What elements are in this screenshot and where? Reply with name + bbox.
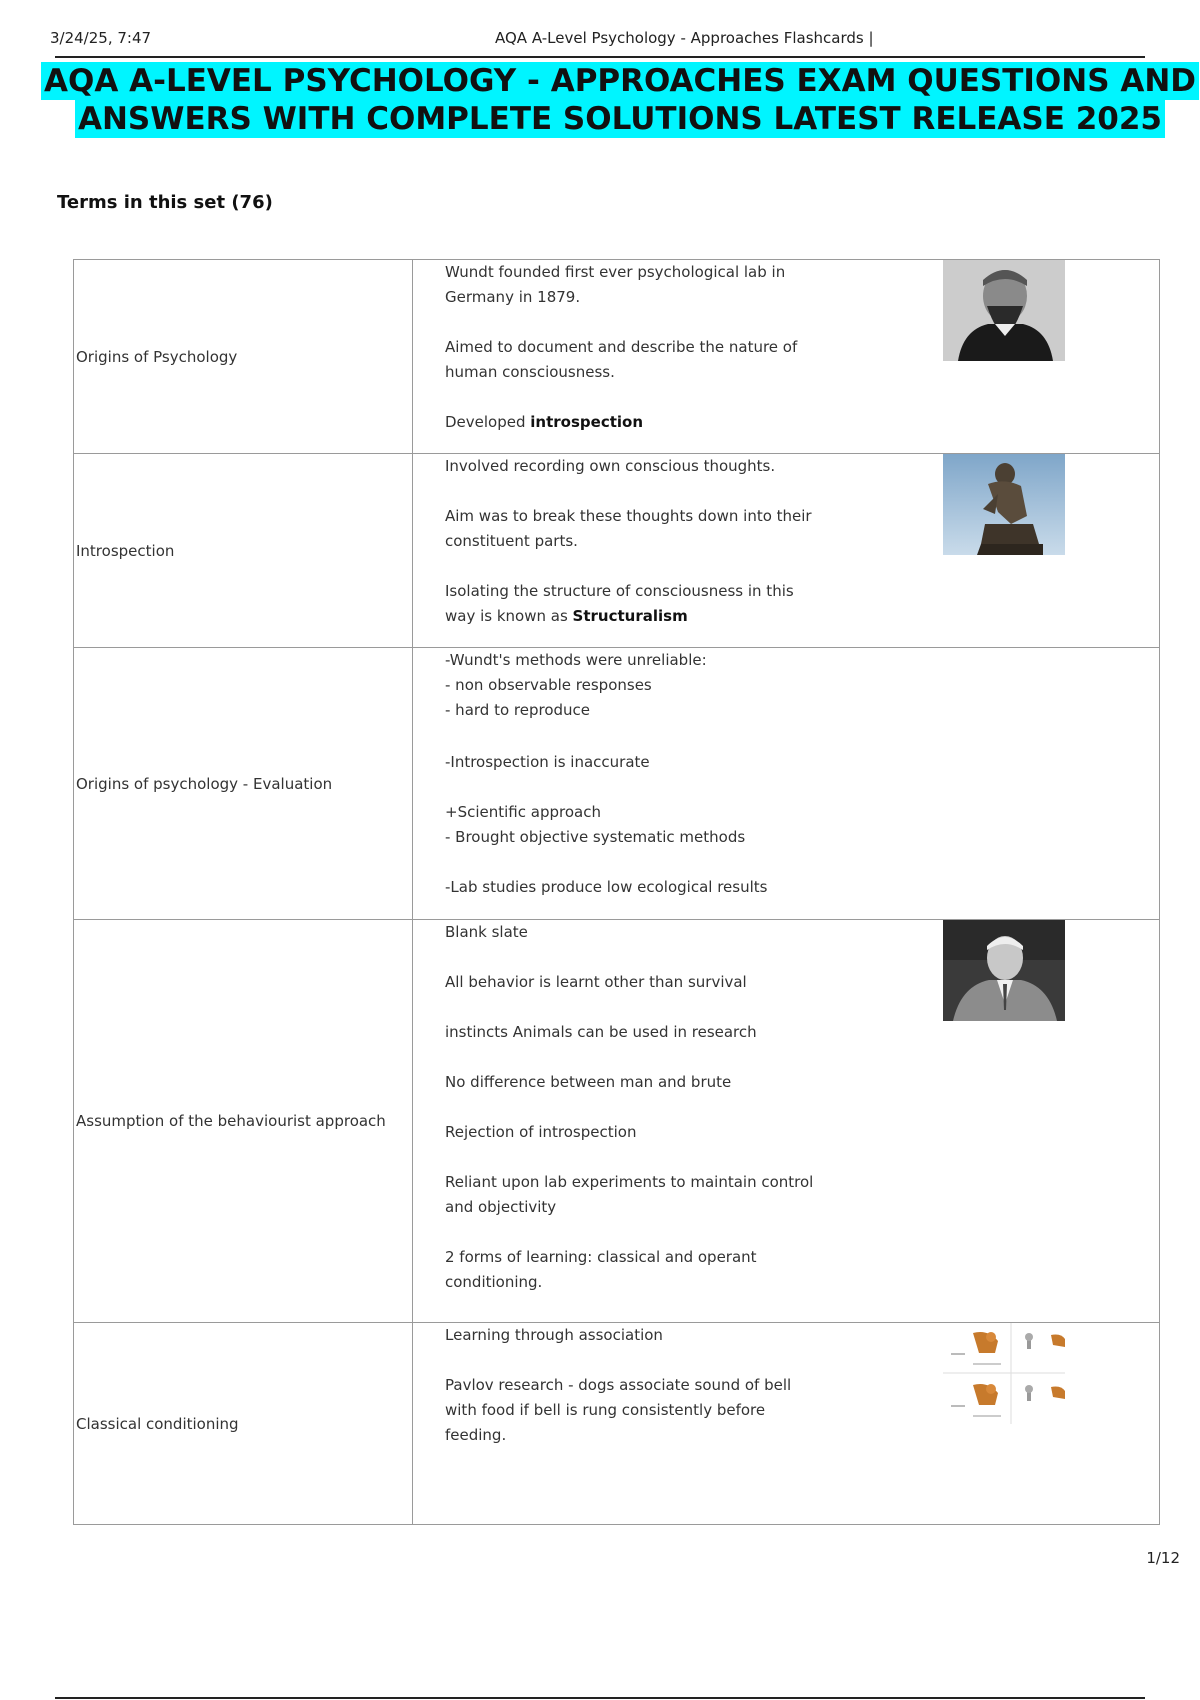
- definition-line: Rejection of introspection: [445, 1123, 637, 1141]
- pavlov-diagram-icon: [943, 1323, 1065, 1424]
- footer-divider: [55, 1697, 1145, 1699]
- table-row: [74, 260, 1160, 454]
- portrait-photo-icon: [943, 260, 1065, 361]
- definition-line: - non observable responses: [445, 676, 652, 694]
- card-definition: [413, 1323, 1160, 1525]
- key-term: introspection: [530, 413, 644, 431]
- card-term: Classical conditioning: [74, 1323, 413, 1525]
- definition-line: Aimed to document and describe the nature of human consciousness.: [445, 338, 798, 381]
- page-number: 1/12: [1146, 1549, 1180, 1567]
- key-term: Structuralism: [572, 607, 688, 625]
- definition-line: -Lab studies produce low ecological results: [445, 878, 768, 896]
- definition-line: No difference between man and brute: [445, 1073, 732, 1091]
- definition-line: - Brought objective systematic methods: [445, 828, 746, 846]
- table-row: [74, 1323, 1160, 1525]
- portrait-photo-icon: [943, 920, 1065, 1021]
- title-line-2: ANSWERS WITH COMPLETE SOLUTIONS LATEST RELEASE 2025: [75, 100, 1165, 138]
- card-definition: [413, 648, 1160, 920]
- thinker-statue-icon: [943, 454, 1065, 555]
- flashcard-table: [73, 259, 1160, 1525]
- card-definition: [413, 260, 1160, 454]
- table-row: [74, 920, 1160, 1323]
- definition-line: - hard to reproduce: [445, 701, 591, 719]
- definition-line: 2 forms of learning: classical and operant conditioning.: [445, 1248, 757, 1291]
- card-term: Introspection: [74, 454, 413, 648]
- definition-line: Isolating the structure of consciousness in this way is known as Structuralism: [445, 582, 794, 625]
- definition-line: -Introspection is inaccurate: [445, 753, 650, 771]
- definition-line: Involved recording own conscious thoughts.: [445, 457, 776, 475]
- definition-line: -Wundt's methods were unreliable:: [445, 651, 707, 669]
- card-term: Assumption of the behaviourist approach: [74, 920, 413, 1323]
- document-title: [0, 62, 1200, 138]
- title-line-1: AQA A-LEVEL PSYCHOLOGY - APPROACHES EXAM QUESTIONS AND: [41, 62, 1199, 100]
- table-row: [74, 648, 1160, 920]
- definition-line: instincts Animals can be used in research: [445, 1023, 757, 1041]
- header-divider: [55, 56, 1145, 58]
- card-term: Origins of psychology - Evaluation: [74, 648, 413, 920]
- card-term: Origins of Psychology: [74, 260, 413, 454]
- terms-heading: Terms in this set (76): [57, 192, 273, 213]
- definition-line: Developed introspection: [445, 413, 644, 431]
- definition-line: Wundt founded first ever psychological lab in Germany in 1879.: [445, 263, 786, 306]
- definition-line: Reliant upon lab experiments to maintain control and objectivity: [445, 1173, 814, 1216]
- card-definition: [413, 454, 1160, 648]
- definition-line: Pavlov research - dogs associate sound of bell with food if bell is rung consistently before feeding.: [445, 1376, 792, 1444]
- definition-line: +Scientific approach: [445, 803, 601, 821]
- card-definition: [413, 920, 1160, 1323]
- definition-line: Aim was to break these thoughts down into their constituent parts.: [445, 507, 812, 550]
- table-row: [74, 454, 1160, 648]
- definition-line: Learning through association: [445, 1326, 663, 1344]
- definition-line: All behavior is learnt other than survival: [445, 973, 747, 991]
- definition-line: Blank slate: [445, 923, 528, 941]
- print-date: 3/24/25, 7:47: [50, 29, 152, 47]
- print-page-title: AQA A-Level Psychology - Approaches Flashcards |: [495, 29, 874, 47]
